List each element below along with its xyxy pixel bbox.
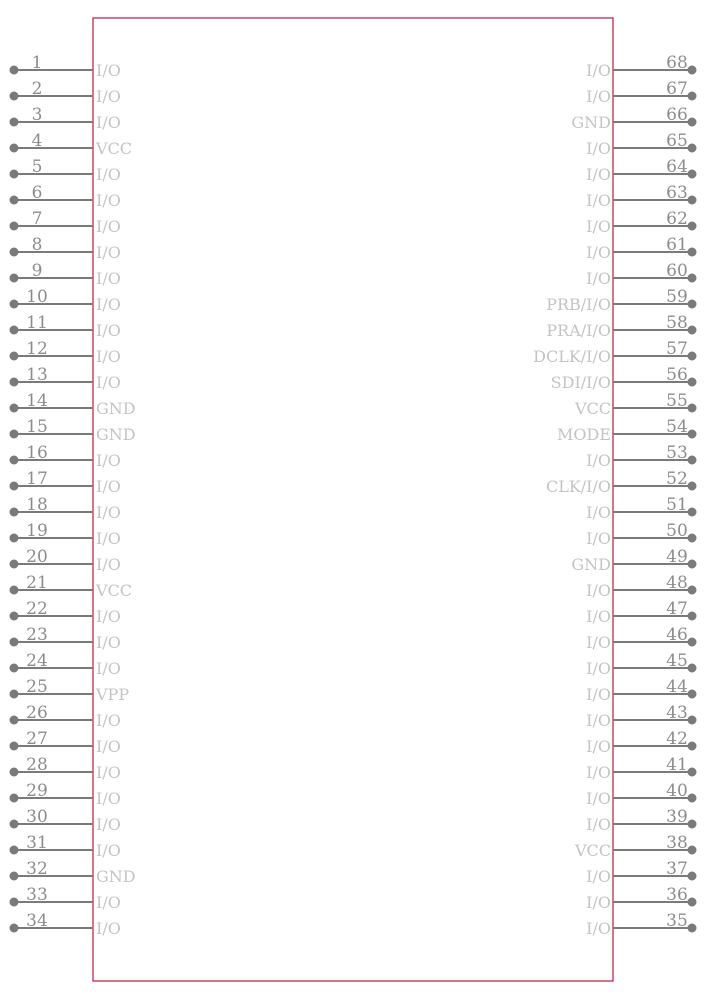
pin-endpoint-dot	[10, 248, 19, 257]
pin-9	[10, 261, 121, 288]
pin-number: 45	[666, 651, 688, 671]
pin-number: 17	[26, 469, 48, 489]
pin-number: 54	[666, 417, 688, 437]
pin-endpoint-dot	[688, 430, 697, 439]
pin-number: 57	[666, 339, 688, 359]
pin-number: 30	[26, 807, 48, 827]
pin-number: 49	[666, 547, 688, 567]
pin-number: 5	[31, 157, 43, 177]
pin-24	[10, 651, 121, 678]
pin-name-label: GND	[96, 399, 136, 418]
pin-name-label: I/O	[96, 555, 121, 574]
pin-endpoint-dot	[688, 118, 697, 127]
pin-name-label: I/O	[96, 919, 121, 938]
pin-endpoint-dot	[10, 586, 19, 595]
pin-number: 27	[26, 729, 48, 749]
pin-16	[10, 443, 121, 470]
pin-endpoint-dot	[10, 534, 19, 543]
pin-name-label: I/O	[96, 477, 121, 496]
pin-endpoint-dot	[10, 274, 19, 283]
pin-46	[586, 625, 696, 652]
pin-name-label: I/O	[96, 373, 121, 392]
pin-61	[586, 235, 696, 262]
pin-43	[586, 703, 696, 730]
pin-number: 68	[666, 53, 688, 73]
pin-name-label: I/O	[586, 685, 611, 704]
pin-39	[586, 807, 696, 834]
pin-number: 16	[26, 443, 48, 463]
pin-62	[586, 209, 696, 236]
pin-name-label: GND	[96, 425, 136, 444]
pin-endpoint-dot	[10, 612, 19, 621]
pin-number: 20	[26, 547, 48, 567]
pin-endpoint-dot	[688, 612, 697, 621]
pin-59	[546, 287, 696, 314]
pin-number: 8	[31, 235, 43, 255]
pin-23	[10, 625, 121, 652]
pin-endpoint-dot	[688, 924, 697, 933]
pin-endpoint-dot	[688, 820, 697, 829]
pin-number: 48	[666, 573, 688, 593]
pin-58	[546, 313, 696, 340]
pin-number: 7	[31, 209, 43, 229]
pin-8	[10, 235, 121, 262]
pin-name-label: VCC	[574, 399, 611, 418]
pin-number: 31	[26, 833, 48, 853]
pin-endpoint-dot	[688, 144, 697, 153]
pin-number: 65	[666, 131, 688, 151]
pin-endpoint-dot	[10, 638, 19, 647]
pin-number: 14	[26, 391, 48, 411]
pin-28	[10, 755, 121, 782]
pin-number: 32	[26, 859, 48, 879]
pin-endpoint-dot	[10, 378, 19, 387]
pin-name-label: I/O	[586, 217, 611, 236]
pin-number: 12	[26, 339, 48, 359]
pin-name-label: I/O	[586, 867, 611, 886]
pin-endpoint-dot	[10, 482, 19, 491]
pin-number: 52	[666, 469, 688, 489]
pin-number: 37	[666, 859, 688, 879]
pin-52	[546, 469, 697, 496]
pin-49	[571, 547, 696, 574]
pin-63	[586, 183, 696, 210]
pin-38	[574, 833, 697, 860]
pin-64	[586, 157, 696, 184]
pin-number: 2	[31, 79, 43, 99]
pin-20	[10, 547, 121, 574]
pin-name-label: I/O	[586, 451, 611, 470]
pin-name-label: I/O	[586, 919, 611, 938]
pin-number: 25	[26, 677, 48, 697]
pin-name-label: I/O	[586, 893, 611, 912]
pin-number: 1	[31, 53, 43, 73]
pin-name-label: I/O	[96, 529, 121, 548]
pin-53	[586, 443, 696, 470]
pin-number: 41	[666, 755, 688, 775]
pin-44	[586, 677, 696, 704]
pin-number: 44	[666, 677, 688, 697]
pin-name-label: CLK/I/O	[545, 477, 611, 496]
pin-29	[10, 781, 121, 808]
pin-number: 55	[666, 391, 688, 411]
pin-endpoint-dot	[688, 170, 697, 179]
pin-30	[10, 807, 121, 834]
pin-name-label: MODE	[556, 425, 611, 444]
pin-endpoint-dot	[688, 534, 697, 543]
pin-34	[10, 911, 121, 938]
pin-number: 47	[666, 599, 688, 619]
pin-endpoint-dot	[688, 638, 697, 647]
pin-60	[586, 261, 696, 288]
pin-68	[586, 53, 696, 80]
pin-number: 67	[666, 79, 688, 99]
pin-endpoint-dot	[10, 222, 19, 231]
pin-endpoint-dot	[10, 508, 19, 517]
pin-endpoint-dot	[688, 794, 697, 803]
pin-number: 53	[666, 443, 688, 463]
pin-endpoint-dot	[10, 898, 19, 907]
pin-endpoint-dot	[10, 768, 19, 777]
pin-number: 11	[26, 313, 48, 333]
pin-name-label: I/O	[96, 763, 121, 782]
pin-endpoint-dot	[688, 248, 697, 257]
pin-3	[10, 105, 121, 132]
pin-number: 61	[666, 235, 688, 255]
pin-47	[586, 599, 696, 626]
pin-endpoint-dot	[10, 742, 19, 751]
pin-42	[586, 729, 696, 756]
pin-name-label: VCC	[574, 841, 611, 860]
pin-number: 21	[26, 573, 48, 593]
pin-name-label: I/O	[96, 503, 121, 522]
pin-endpoint-dot	[688, 846, 697, 855]
pin-number: 15	[26, 417, 48, 437]
pin-endpoint-dot	[10, 872, 19, 881]
pin-31	[10, 833, 121, 860]
pin-33	[10, 885, 121, 912]
pin-name-label: I/O	[96, 607, 121, 626]
pin-name-label: VCC	[96, 139, 133, 158]
pin-endpoint-dot	[688, 664, 697, 673]
pin-name-label: PRB/I/O	[546, 295, 611, 314]
pin-name-label: I/O	[586, 815, 611, 834]
pin-endpoint-dot	[688, 274, 697, 283]
pin-endpoint-dot	[688, 300, 697, 309]
pin-number: 33	[26, 885, 48, 905]
pin-26	[10, 703, 121, 730]
pin-endpoint-dot	[688, 196, 697, 205]
pin-endpoint-dot	[10, 144, 19, 153]
pin-number: 39	[666, 807, 688, 827]
pin-56	[551, 365, 697, 392]
pin-4	[10, 131, 133, 158]
pin-number: 38	[666, 833, 688, 853]
pin-65	[586, 131, 696, 158]
pin-endpoint-dot	[10, 170, 19, 179]
pin-27	[10, 729, 121, 756]
pin-number: 9	[31, 261, 43, 281]
pin-number: 18	[26, 495, 48, 515]
pin-endpoint-dot	[10, 66, 19, 75]
pin-number: 36	[666, 885, 688, 905]
pin-number: 10	[26, 287, 48, 307]
pin-number: 60	[666, 261, 688, 281]
pin-40	[586, 781, 696, 808]
pin-37	[586, 859, 696, 886]
pin-number: 22	[26, 599, 48, 619]
ic-body-outline	[93, 18, 613, 981]
pin-name-label: I/O	[96, 893, 121, 912]
pin-endpoint-dot	[10, 300, 19, 309]
pin-name-label: PRA/I/O	[546, 321, 611, 340]
pin-number: 66	[666, 105, 688, 125]
pin-48	[586, 573, 696, 600]
pin-number: 24	[26, 651, 48, 671]
pin-66	[571, 105, 696, 132]
pin-name-label: VPP	[96, 685, 130, 704]
pin-17	[10, 469, 121, 496]
pin-number: 13	[26, 365, 48, 385]
pin-name-label: I/O	[586, 529, 611, 548]
pin-endpoint-dot	[688, 482, 697, 491]
pin-21	[10, 573, 133, 600]
pin-number: 64	[666, 157, 688, 177]
pin-name-label: I/O	[586, 191, 611, 210]
pin-name-label: I/O	[96, 451, 121, 470]
pin-name-label: I/O	[96, 711, 121, 730]
pin-endpoint-dot	[688, 66, 697, 75]
pin-name-label: I/O	[586, 763, 611, 782]
pin-14	[10, 391, 136, 418]
pin-endpoint-dot	[10, 118, 19, 127]
pin-number: 28	[26, 755, 48, 775]
pin-endpoint-dot	[10, 352, 19, 361]
pin-name-label: SDI/I/O	[550, 373, 611, 392]
pin-endpoint-dot	[688, 222, 697, 231]
pin-endpoint-dot	[10, 716, 19, 725]
pin-number: 19	[26, 521, 48, 541]
pin-name-label: I/O	[586, 737, 611, 756]
pin-name-label: I/O	[96, 321, 121, 340]
pin-67	[586, 79, 696, 106]
left-pin-group	[10, 53, 136, 938]
pin-57	[533, 339, 696, 366]
pin-name-label: I/O	[96, 165, 121, 184]
pin-41	[586, 755, 696, 782]
pin-15	[10, 417, 136, 444]
pin-25	[10, 677, 130, 704]
pin-18	[10, 495, 121, 522]
pin-name-label: I/O	[586, 87, 611, 106]
pin-endpoint-dot	[688, 456, 697, 465]
pin-name-label: I/O	[586, 607, 611, 626]
pin-36	[586, 885, 696, 912]
pin-name-label: I/O	[586, 633, 611, 652]
pin-50	[586, 521, 696, 548]
pin-12	[10, 339, 121, 366]
pin-54	[557, 417, 697, 444]
pin-name-label: I/O	[586, 61, 611, 80]
pin-name-label: I/O	[96, 659, 121, 678]
pin-name-label: I/O	[96, 841, 121, 860]
pin-number: 56	[666, 365, 688, 385]
pin-name-label: I/O	[96, 269, 121, 288]
pin-name-label: DCLK/I/O	[533, 347, 611, 366]
pin-number: 3	[31, 105, 43, 125]
pin-endpoint-dot	[688, 872, 697, 881]
pin-endpoint-dot	[688, 586, 697, 595]
pin-45	[586, 651, 696, 678]
pin-32	[10, 859, 136, 886]
pin-endpoint-dot	[10, 560, 19, 569]
pin-endpoint-dot	[688, 690, 697, 699]
pin-endpoint-dot	[688, 768, 697, 777]
pin-11	[10, 313, 121, 340]
pin-name-label: I/O	[96, 815, 121, 834]
pin-name-label: I/O	[96, 217, 121, 236]
pin-endpoint-dot	[688, 92, 697, 101]
pin-endpoint-dot	[10, 456, 19, 465]
pin-endpoint-dot	[10, 846, 19, 855]
pin-number: 51	[666, 495, 688, 515]
pin-number: 6	[31, 183, 43, 203]
pin-name-label: GND	[96, 867, 136, 886]
pin-name-label: I/O	[586, 711, 611, 730]
pin-name-label: GND	[571, 555, 611, 574]
pin-number: 26	[26, 703, 48, 723]
pin-endpoint-dot	[688, 404, 697, 413]
pin-number: 62	[666, 209, 688, 229]
pin-name-label: GND	[571, 113, 611, 132]
pin-name-label: I/O	[586, 269, 611, 288]
pin-endpoint-dot	[688, 742, 697, 751]
pin-2	[10, 79, 121, 106]
pin-number: 46	[666, 625, 688, 645]
right-pin-group	[533, 53, 696, 938]
pin-number: 35	[666, 911, 688, 931]
pin-6	[10, 183, 121, 210]
pin-7	[10, 209, 121, 236]
pin-name-label: I/O	[96, 633, 121, 652]
pin-endpoint-dot	[10, 820, 19, 829]
pin-endpoint-dot	[10, 326, 19, 335]
pin-endpoint-dot	[10, 690, 19, 699]
pin-endpoint-dot	[688, 378, 697, 387]
pin-10	[10, 287, 121, 314]
pin-name-label: I/O	[586, 581, 611, 600]
pin-number: 34	[26, 911, 48, 931]
pin-number: 29	[26, 781, 48, 801]
pin-19	[10, 521, 121, 548]
pin-endpoint-dot	[10, 92, 19, 101]
pin-number: 42	[666, 729, 688, 749]
pin-endpoint-dot	[688, 508, 697, 517]
pin-name-label: I/O	[96, 191, 121, 210]
pin-name-label: I/O	[586, 243, 611, 262]
pin-number: 50	[666, 521, 688, 541]
pin-22	[10, 599, 121, 626]
pin-number: 58	[666, 313, 688, 333]
pin-name-label: I/O	[96, 61, 121, 80]
pin-number: 43	[666, 703, 688, 723]
pin-endpoint-dot	[10, 430, 19, 439]
pin-number: 59	[666, 287, 688, 307]
pin-endpoint-dot	[10, 794, 19, 803]
pin-35	[586, 911, 696, 938]
pin-name-label: I/O	[586, 503, 611, 522]
pin-endpoint-dot	[10, 196, 19, 205]
pin-1	[10, 53, 121, 80]
pin-name-label: I/O	[96, 113, 121, 132]
pin-endpoint-dot	[10, 664, 19, 673]
pin-name-label: I/O	[96, 87, 121, 106]
pin-endpoint-dot	[688, 716, 697, 725]
pin-13	[10, 365, 121, 392]
pin-endpoint-dot	[10, 404, 19, 413]
pin-55	[574, 391, 697, 418]
pin-endpoint-dot	[688, 560, 697, 569]
pin-endpoint-dot	[10, 924, 19, 933]
pin-number: 23	[26, 625, 48, 645]
pin-name-label: I/O	[586, 165, 611, 184]
pin-51	[586, 495, 696, 522]
pin-endpoint-dot	[688, 352, 697, 361]
pin-name-label: I/O	[586, 659, 611, 678]
pin-name-label: I/O	[586, 789, 611, 808]
pin-name-label: I/O	[96, 737, 121, 756]
pin-number: 4	[31, 131, 43, 151]
pin-endpoint-dot	[688, 898, 697, 907]
pin-number: 40	[666, 781, 688, 801]
pin-5	[10, 157, 121, 184]
pin-name-label: I/O	[586, 139, 611, 158]
pin-number: 63	[666, 183, 688, 203]
pin-name-label: VCC	[96, 581, 133, 600]
pin-name-label: I/O	[96, 789, 121, 808]
pin-name-label: I/O	[96, 243, 121, 262]
pin-name-label: I/O	[96, 347, 121, 366]
pin-endpoint-dot	[688, 326, 697, 335]
pin-name-label: I/O	[96, 295, 121, 314]
